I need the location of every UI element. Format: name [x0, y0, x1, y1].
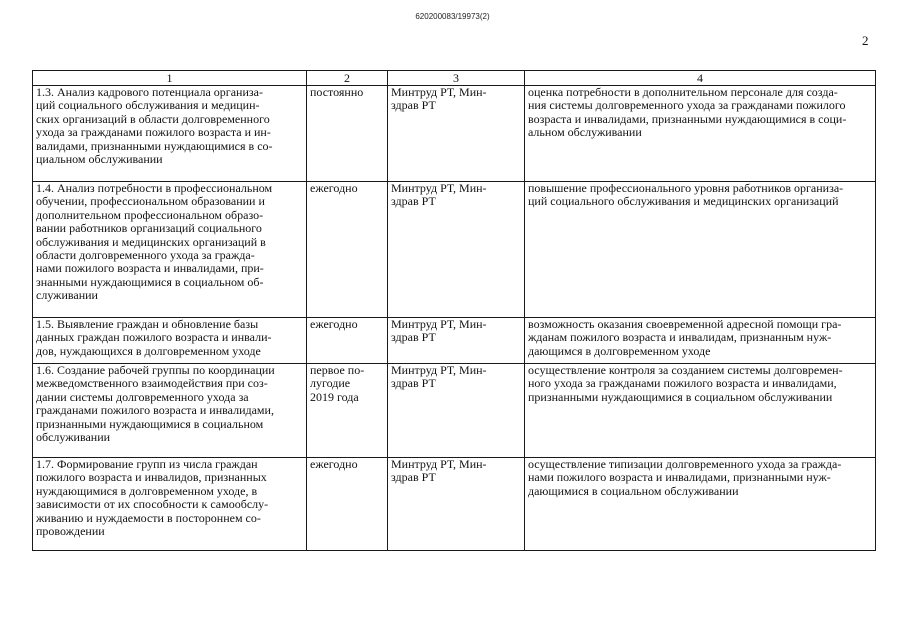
result-cell: осуществление типизации долговременного ухода за гражда- нами пожилого возраста и инвалидами, признанными нуж- дающимися в социальном обслуживании: [525, 458, 876, 551]
result-cell: повышение профессионального уровня работников организа- ций социального обслуживания и медицинских организаций: [525, 182, 876, 318]
result-cell: возможность оказания своевременной адресной помощи гра- жданам пожилого возраста и инвалидам, признанным нуж- дающимся в долговременном уходе: [525, 318, 876, 364]
term-cell: первое по- лугодие 2019 года: [307, 364, 388, 458]
measures-table: [32, 70, 876, 551]
responsible-cell: Минтруд РТ, Мин- здрав РТ: [388, 458, 525, 551]
term-cell: постоянно: [307, 86, 388, 182]
page-number: 2: [862, 33, 869, 48]
table-row: [33, 86, 876, 182]
task-cell: 1.4. Анализ потребности в профессиональном обучении, профессиональном образовании и дополнительном профессиональном образо- вании работников организаций социального обслуживания и медицинских организаций в области долговременного ухода за гражда- нами пожилого возраста и инвалидами, при- знанными нуждающимися в социальном об- служивании: [33, 182, 307, 318]
document-code: 620200083/19973(2): [415, 12, 490, 21]
table-row: [33, 364, 876, 458]
result-cell: оценка потребности в дополнительном персонале для созда- ния системы долговременного ухода за гражданами пожилого возраста и инвалидами, признанными нуждающимися в соци- альном обслуживании: [525, 86, 876, 182]
result-cell: осуществление контроля за созданием системы долговремен- ного ухода за гражданами пожилого возраста и инвалидами, признанными нуждающимися в социальном обслуживании: [525, 364, 876, 458]
table-row: [33, 458, 876, 551]
column-header-2: 2: [307, 71, 388, 86]
responsible-cell: Минтруд РТ, Мин- здрав РТ: [388, 364, 525, 458]
responsible-cell: Минтруд РТ, Мин- здрав РТ: [388, 182, 525, 318]
responsible-cell: Минтруд РТ, Мин- здрав РТ: [388, 318, 525, 364]
task-cell: 1.3. Анализ кадрового потенциала организа- ций социального обслуживания и медицин- ских организаций в области долговременного ухода за гражданами пожилого возраста и ин- валидами, признанными нуждающимися в со- циальном обслуживании: [33, 86, 307, 182]
responsible-cell: Минтруд РТ, Мин- здрав РТ: [388, 86, 525, 182]
column-header-4: 4: [525, 71, 876, 86]
task-cell: 1.5. Выявление граждан и обновление базы данных граждан пожилого возраста и инвали- дов, нуждающихся в долговременном уходе: [33, 318, 307, 364]
term-cell: ежегодно: [307, 318, 388, 364]
table-row: [33, 318, 876, 364]
table-header-row: [33, 71, 876, 86]
term-cell: ежегодно: [307, 182, 388, 318]
task-cell: 1.7. Формирование групп из числа граждан пожилого возраста и инвалидов, признанных нуждающимися в долговременном уходе, в зависимости от их способности к самообслу- живанию и нуждаемости в постороннем со- провождении: [33, 458, 307, 551]
term-cell: ежегодно: [307, 458, 388, 551]
task-cell: 1.6. Создание рабочей группы по координации межведомственного взаимодействия при соз- дании системы долговременного ухода за гражданами пожилого возраста и инвалидами, признанными нуждающимися в социальном обслуживании: [33, 364, 307, 458]
table-row: [33, 182, 876, 318]
column-header-3: 3: [388, 71, 525, 86]
column-header-1: 1: [33, 71, 307, 86]
